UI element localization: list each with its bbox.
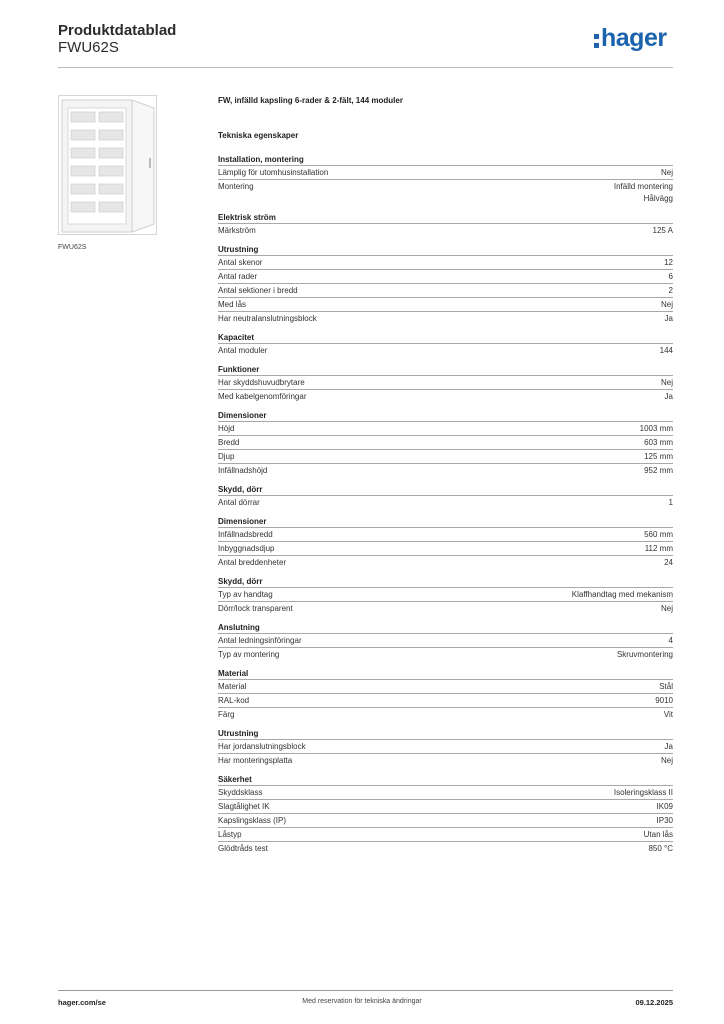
section-title: Dimensioner <box>218 411 267 420</box>
spec-value: 6 <box>668 272 673 281</box>
spec-value: Utan lås <box>643 830 673 839</box>
section-title: Material <box>218 669 249 678</box>
spec-label: Låstyp <box>218 830 242 839</box>
spec-value: Ja <box>664 742 673 751</box>
spec-row <box>218 555 673 569</box>
spec-row <box>218 841 673 855</box>
spec-label: RAL-kod <box>218 696 250 705</box>
spec-value: Skruvmontering <box>616 650 673 659</box>
spec-value: IP30 <box>656 816 673 825</box>
spec-section <box>218 623 673 661</box>
spec-label: Färg <box>218 710 235 719</box>
spec-label: Med lås <box>218 300 247 309</box>
spec-label: Med kabelgenomföringar <box>218 392 307 401</box>
spec-value: Ja <box>664 314 673 323</box>
spec-label: Typ av montering <box>218 650 280 659</box>
spec-row <box>218 785 673 799</box>
page-title: Produktdatablad <box>58 22 177 39</box>
spec-label: Höjd <box>218 424 235 433</box>
section-title: Dimensioner <box>218 517 267 526</box>
spec-value: Infälld montering Hålvägg <box>613 182 673 203</box>
spec-row <box>218 375 673 389</box>
spec-label: Antal skenor <box>218 258 263 267</box>
spec-value: 144 <box>659 346 673 355</box>
spec-value: Nej <box>660 604 673 613</box>
spec-row <box>218 449 673 463</box>
spec-row <box>218 707 673 721</box>
section-title: Anslutning <box>218 623 260 632</box>
spec-value: IK09 <box>656 802 673 811</box>
section-title: Skydd, dörr <box>218 485 263 494</box>
logo-text: hager <box>601 24 667 52</box>
spec-label: Slagtålighet IK <box>218 802 270 811</box>
spec-label: Antal rader <box>218 272 258 281</box>
section-title: Elektrisk ström <box>218 213 276 222</box>
spec-label: Skyddsklass <box>218 788 263 797</box>
spec-label: Har monteringsplatta <box>218 756 293 765</box>
spec-value: Nej <box>660 168 673 177</box>
spec-row <box>218 739 673 753</box>
image-caption: FWU62S <box>58 244 87 251</box>
spec-row <box>218 283 673 297</box>
spec-row <box>218 297 673 311</box>
spec-section <box>218 577 673 615</box>
spec-value: 9010 <box>655 696 673 705</box>
spec-value: 4 <box>668 636 673 645</box>
spec-label: Typ av handtag <box>218 590 273 599</box>
spec-label: Lämplig för utomhusinstallation <box>218 168 329 177</box>
spec-value: Nej <box>660 756 673 765</box>
spec-value: 850 °C <box>648 844 673 853</box>
spec-section <box>218 729 673 767</box>
spec-row <box>218 421 673 435</box>
spec-row <box>218 269 673 283</box>
spec-section <box>218 365 673 403</box>
spec-label: Antal dörrar <box>218 498 260 507</box>
spec-value: Stål <box>659 682 673 691</box>
spec-value: 560 mm <box>644 530 673 539</box>
spec-label: Glödtråds test <box>218 844 268 853</box>
spec-label: Montering <box>218 182 254 191</box>
section-title: Utrustning <box>218 729 259 738</box>
spec-section <box>218 517 673 569</box>
spec-value: 12 <box>664 258 673 267</box>
footer-date: 09.12.2025 <box>635 998 673 1007</box>
spec-label: Antal sektioner i bredd <box>218 286 298 295</box>
spec-value: 24 <box>664 558 673 567</box>
section-title: Skydd, dörr <box>218 577 263 586</box>
header-divider <box>58 67 673 68</box>
enclosure-illustration-icon <box>59 96 156 234</box>
footer-disclaimer: Med reservation för tekniska ändringar <box>302 998 422 1005</box>
spec-label: Infällnadsbredd <box>218 530 273 539</box>
spec-label: Material <box>218 682 247 691</box>
spec-value: 1 <box>668 498 673 507</box>
spec-row <box>218 541 673 555</box>
spec-value: 952 mm <box>644 466 673 475</box>
spec-row <box>218 827 673 841</box>
spec-section <box>218 775 673 855</box>
spec-row <box>218 435 673 449</box>
spec-label: Antal moduler <box>218 346 268 355</box>
spec-value: 112 mm <box>644 544 673 553</box>
product-image <box>58 95 157 235</box>
spec-row <box>218 311 673 325</box>
spec-value: Klaffhandtag med mekanism <box>571 590 673 599</box>
spec-value: Nej <box>660 300 673 309</box>
product-code: FWU62S <box>58 39 119 56</box>
spec-section <box>218 669 673 721</box>
spec-label: Kapslingsklass (IP) <box>218 816 287 825</box>
spec-section <box>218 485 673 509</box>
product-description: FW, infälld kapsling 6-rader & 2-fält, 144 moduler <box>218 96 403 105</box>
spec-value: 1003 mm <box>639 424 673 433</box>
spec-row <box>218 463 673 477</box>
spec-label: Har jordanslutningsblock <box>218 742 306 751</box>
spec-label: Märkström <box>218 226 256 235</box>
spec-row <box>218 255 673 269</box>
spec-value: 603 mm <box>644 438 673 447</box>
spec-value: 125 mm <box>644 452 673 461</box>
spec-row <box>218 495 673 509</box>
properties-heading: Tekniska egenskaper <box>218 131 299 140</box>
spec-row <box>218 587 673 601</box>
spec-section <box>218 213 673 237</box>
spec-section <box>218 333 673 357</box>
spec-label: Antal ledningsinföringar <box>218 636 302 645</box>
spec-value: Vit <box>663 710 673 719</box>
spec-row <box>218 527 673 541</box>
section-title: Kapacitet <box>218 333 255 342</box>
spec-row <box>218 389 673 403</box>
logo-mark-icon <box>594 34 599 52</box>
spec-section <box>218 245 673 325</box>
section-title: Funktioner <box>218 365 260 374</box>
footer-divider <box>58 990 673 991</box>
spec-label: Djup <box>218 452 235 461</box>
spec-row <box>218 753 673 767</box>
spec-row <box>218 679 673 693</box>
spec-row <box>218 813 673 827</box>
spec-row <box>218 647 673 661</box>
footer-website-link[interactable]: hager.com/se <box>58 998 106 1007</box>
spec-row <box>218 223 673 237</box>
spec-table <box>218 155 673 863</box>
spec-row <box>218 179 673 205</box>
spec-section <box>218 155 673 205</box>
spec-value: 125 A <box>652 226 673 235</box>
spec-row <box>218 799 673 813</box>
spec-value: Nej <box>660 378 673 387</box>
spec-row <box>218 693 673 707</box>
spec-value: Isoleringsklass II <box>613 788 673 797</box>
spec-label: Inbyggnadsdjup <box>218 544 275 553</box>
spec-label: Antal breddenheter <box>218 558 287 567</box>
spec-label: Dörr/lock transparent <box>218 604 293 613</box>
spec-row <box>218 165 673 179</box>
spec-label: Har neutralanslutningsblock <box>218 314 317 323</box>
spec-value: 2 <box>668 286 673 295</box>
spec-label: Bredd <box>218 438 240 447</box>
spec-row <box>218 601 673 615</box>
spec-label: Har skyddshuvudbrytare <box>218 378 305 387</box>
section-title: Säkerhet <box>218 775 252 784</box>
spec-row <box>218 343 673 357</box>
spec-row <box>218 633 673 647</box>
section-title: Installation, montering <box>218 155 304 164</box>
spec-value: Ja <box>664 392 673 401</box>
spec-label: Infällnadshöjd <box>218 466 268 475</box>
section-title: Utrustning <box>218 245 259 254</box>
spec-section <box>218 411 673 477</box>
